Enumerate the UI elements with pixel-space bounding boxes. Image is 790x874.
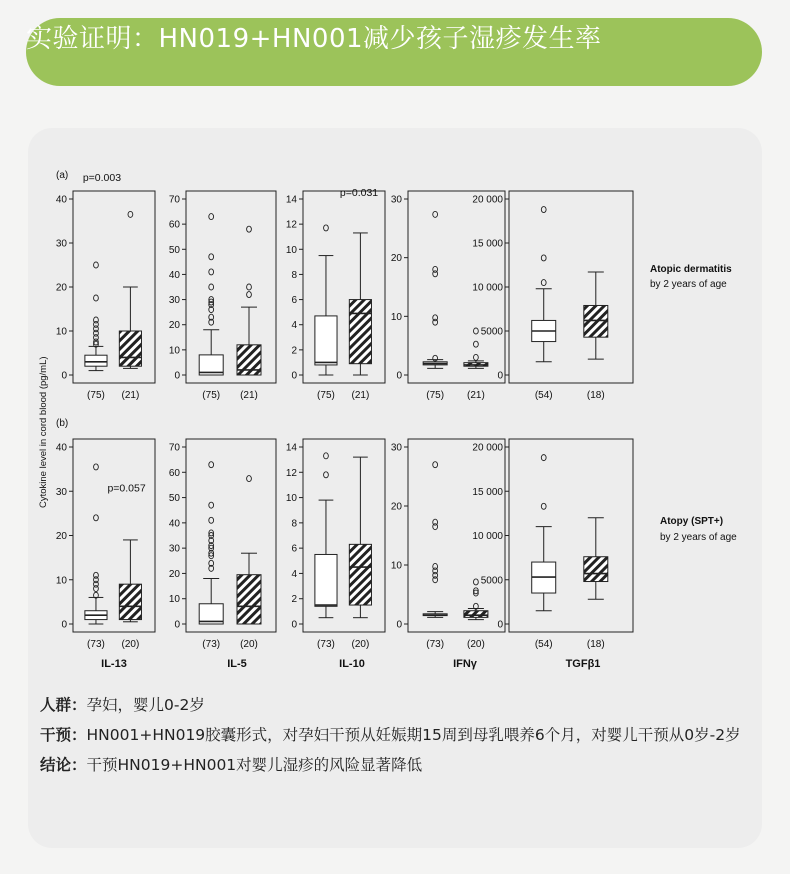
y-tick-label-a-tgf1: 0: [497, 370, 503, 382]
y-tick-label-a-il10: 12: [285, 219, 297, 231]
y-tick-label-a-il5: 60: [168, 219, 180, 231]
outlier-point: [541, 255, 546, 261]
box-hatched: [584, 557, 608, 582]
outlier-point: [94, 572, 99, 578]
y-tick-label-a-ifn: 0: [396, 370, 402, 382]
outlier-point: [433, 519, 438, 525]
outlier-point: [128, 211, 133, 217]
group-count-label: (75): [317, 390, 335, 401]
y-tick-label-a-il5: 70: [168, 194, 180, 206]
outlier-point: [209, 269, 214, 275]
y-tick-label-a-tgf1: 10 000: [472, 282, 503, 294]
intervention-value: HN001+HN019胶囊形式，对孕妇干预从妊娠期15周到母乳喂养6个月，对婴儿干预从0岁-2岁: [86, 726, 741, 744]
intervention-label: 干预：: [40, 726, 87, 744]
y-tick-label-b-ifn: 0: [396, 619, 402, 631]
group-count-label: (75): [426, 390, 445, 401]
conclusion-line: [40, 750, 760, 780]
y-tick-label-b-ifn: 10: [390, 560, 402, 572]
box-hatched: [464, 611, 488, 618]
y-tick-label-b-il10: 14: [285, 442, 297, 454]
population-label: 人群：: [40, 696, 87, 714]
group-count-label: (21): [467, 390, 485, 401]
outlier-point: [209, 502, 214, 508]
y-tick-label-b-il10: 4: [291, 568, 297, 580]
group-count-label: (73): [426, 639, 445, 650]
group-count-label: (75): [87, 390, 105, 401]
outlier-point: [541, 503, 546, 509]
group-count-label: (54): [534, 390, 553, 401]
p-value-annotation: p=0.031: [339, 187, 379, 199]
y-tick-label-b-ifn: 30: [390, 442, 402, 454]
y-tick-label-b-tgf1: 10 000: [472, 531, 503, 542]
box-hatched: [349, 544, 371, 605]
row-label-a-line2: by 2 years of age: [650, 279, 727, 290]
group-count-label: (18): [586, 639, 605, 650]
group-count-label: (20): [351, 639, 370, 650]
group-count-label: (20): [467, 639, 485, 650]
box-plain: [315, 316, 337, 365]
outlier-point: [247, 284, 252, 290]
outlier-point: [433, 211, 438, 217]
banner-title: 实验证明：HN019+HN001减少孩子湿疹发生率: [26, 24, 602, 54]
box-hatched: [119, 331, 141, 366]
study-summary: [40, 690, 760, 780]
y-tick-label-a-il13: 10: [55, 326, 67, 338]
y-tick-label-b-il5: 10: [168, 594, 180, 606]
box-hatched: [584, 305, 608, 337]
y-tick-label-a-ifn: 30: [390, 194, 402, 206]
row-label-b-line2: by 2 years of age: [660, 532, 737, 543]
box-hatched: [237, 575, 261, 624]
y-tick-label-b-il10: 2: [291, 594, 297, 606]
y-tick-label-a-tgf1: 20 000: [472, 194, 503, 206]
group-count-label: (20): [121, 639, 140, 650]
y-tick-label-b-il13: 40: [55, 442, 67, 454]
y-tick-label-b-tgf1: 20 000: [472, 442, 503, 454]
outlier-point: [94, 317, 99, 323]
y-tick-label-a-il13: 40: [55, 194, 67, 206]
y-tick-label-b-il13: 10: [55, 575, 67, 587]
y-tick-label-a-il13: 30: [55, 238, 67, 250]
outlier-point: [324, 453, 329, 459]
row-label-a-line1: Atopic dermatitis: [650, 264, 732, 275]
y-tick-label-b-il5: 50: [168, 493, 180, 505]
y-tick-label-b-il5: 0: [174, 619, 180, 631]
outlier-point: [433, 315, 438, 321]
y-axis-label: Cytokine level in cord blood (pg/mL): [38, 356, 49, 508]
y-tick-label-a-il10: 8: [291, 269, 297, 281]
y-tick-label-b-il5: 30: [168, 543, 180, 555]
outlier-point: [247, 226, 252, 232]
group-count-label: (21): [351, 390, 370, 401]
y-tick-label-a-il10: 14: [285, 194, 297, 206]
box-plain: [85, 355, 107, 366]
outlier-point: [433, 563, 438, 569]
row-label-b-line1: Atopy (SPT+): [660, 516, 724, 527]
group-count-label: (18): [586, 390, 605, 401]
plot-frame-a-tgf1: [509, 191, 633, 383]
y-tick-label-b-il5: 60: [168, 467, 180, 479]
y-tick-label-b-tgf1: 0: [497, 619, 503, 631]
p-value-annotation: p=0.003: [82, 172, 122, 184]
outlier-point: [433, 266, 438, 272]
box-plain: [315, 554, 337, 606]
group-count-label: (73): [202, 639, 221, 650]
panel-label-a: (a): [56, 170, 69, 181]
outlier-point: [247, 476, 252, 482]
y-tick-label-b-tgf1: 15 000: [472, 486, 503, 498]
y-tick-label-b-il5: 20: [168, 568, 180, 580]
outlier-point: [474, 579, 479, 585]
y-tick-label-b-il10: 0: [291, 619, 297, 631]
y-tick-label-a-il10: 4: [291, 320, 297, 332]
y-tick-label-a-ifn: 20: [390, 253, 402, 265]
y-tick-label-a-tgf1: 5000: [480, 326, 503, 338]
p-value-annotation: p=0.057: [107, 482, 146, 495]
group-count-label: (20): [240, 639, 258, 650]
box-hatched: [349, 300, 371, 364]
population-line: [40, 690, 760, 720]
outlier-point: [209, 214, 214, 220]
outlier-point: [541, 280, 546, 286]
conclusion-value: 干预HN019+HN001对婴儿湿疹的风险显著降低: [86, 756, 423, 774]
box-hatched: [119, 584, 141, 619]
y-tick-label-a-il5: 40: [168, 269, 180, 281]
plot-frame-a-il13: [73, 191, 155, 383]
x-label-ifng: IFNγ: [453, 658, 477, 670]
outlier-point: [209, 517, 214, 523]
outlier-point: [541, 207, 546, 213]
y-tick-label-a-il13: 0: [61, 370, 67, 382]
outlier-point: [209, 284, 214, 290]
plot-frame-b-il5: [186, 439, 276, 632]
group-count-label: (73): [317, 639, 335, 650]
intervention-line: [40, 720, 760, 750]
outlier-point: [94, 262, 99, 268]
plot-frame-a-il5: [186, 191, 276, 383]
group-count-label: (75): [202, 390, 221, 401]
outlier-point: [247, 292, 252, 298]
y-tick-label-b-il13: 20: [55, 531, 67, 542]
y-tick-label-a-il5: 10: [168, 345, 180, 357]
outlier-point: [474, 354, 479, 360]
outlier-point: [94, 464, 99, 470]
outlier-point: [94, 295, 99, 301]
y-tick-label-a-il10: 6: [291, 295, 297, 307]
y-tick-label-a-il5: 20: [168, 320, 180, 332]
population-value: 孕妇，婴儿0-2岁: [86, 696, 205, 714]
plot-frame-b-il13: [73, 439, 155, 632]
group-count-label: (73): [87, 639, 105, 650]
plot-frame-b-tgf1: [509, 439, 633, 632]
y-tick-label-b-il10: 10: [285, 493, 297, 505]
y-tick-label-a-tgf1: 15 000: [472, 238, 503, 250]
outlier-point: [209, 462, 214, 468]
y-tick-label-b-il5: 70: [168, 442, 180, 454]
y-tick-label-b-il13: 30: [55, 486, 67, 498]
y-tick-label-a-il5: 0: [174, 370, 180, 382]
y-tick-label-a-il5: 50: [168, 244, 180, 256]
group-count-label: (21): [240, 390, 258, 401]
x-label-tgfb1: TGFβ1: [565, 658, 601, 670]
y-tick-label-b-ifn: 20: [390, 501, 402, 513]
y-tick-label-b-il5: 40: [168, 518, 180, 530]
outlier-point: [324, 225, 329, 231]
outlier-point: [433, 462, 438, 468]
group-count-label: (54): [534, 639, 553, 650]
y-tick-label-a-il13: 20: [55, 282, 67, 294]
x-label-il5: IL-5: [227, 658, 247, 670]
outlier-point: [209, 254, 214, 260]
y-tick-label-b-il10: 6: [291, 543, 297, 555]
panel-label-b: (b): [56, 418, 69, 429]
y-tick-label-a-il10: 10: [285, 244, 297, 256]
y-tick-label-a-il10: 2: [291, 345, 297, 357]
boxplot-panels: [56, 172, 633, 650]
y-tick-label-a-il10: 0: [291, 370, 297, 382]
outlier-point: [541, 455, 546, 461]
y-tick-label-b-il10: 12: [285, 467, 297, 479]
outlier-point: [324, 472, 329, 478]
y-tick-label-a-il5: 30: [168, 295, 180, 307]
x-label-il13: IL-13: [101, 658, 127, 670]
outlier-point: [94, 515, 99, 521]
y-tick-label-a-ifn: 10: [390, 311, 402, 323]
conclusion-label: 结论：: [40, 756, 87, 774]
y-tick-label-b-il13: 0: [61, 619, 67, 631]
outlier-point: [474, 341, 479, 347]
x-label-il10: IL-10: [339, 658, 365, 670]
group-count-label: (21): [121, 390, 140, 401]
outlier-point: [474, 328, 479, 334]
y-tick-label-b-tgf1: 5000: [480, 575, 503, 587]
y-tick-label-b-il10: 8: [291, 518, 297, 530]
